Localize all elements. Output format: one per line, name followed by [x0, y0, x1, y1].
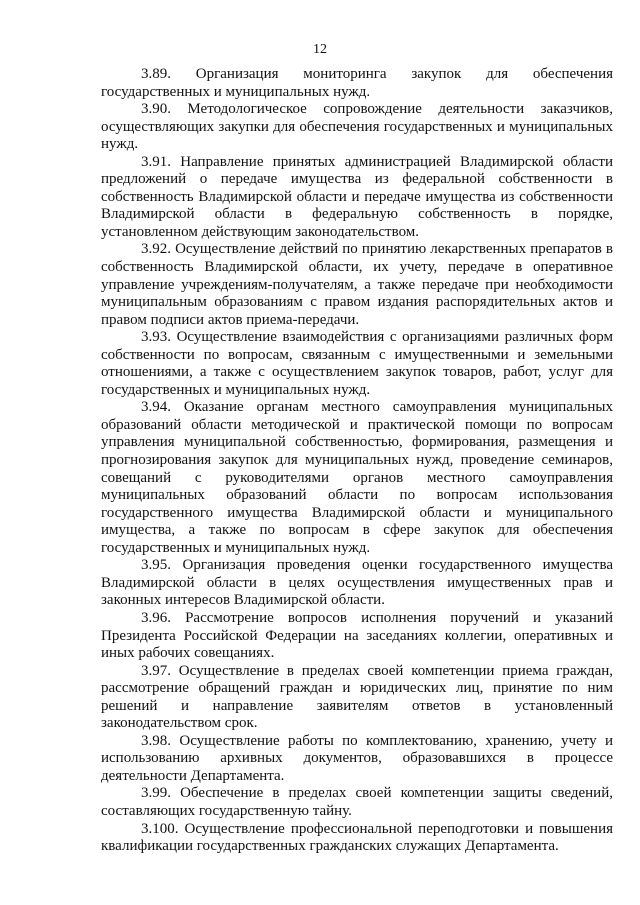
paragraph-3-90: 3.90. Методологическое сопровождение деятельности заказчиков, осуществляющих закупки для обеспечения государственных и муниципальных нужд. — [101, 101, 613, 153]
document-body — [101, 66, 613, 856]
paragraph-3-100: 3.100. Осуществление профессиональной переподготовки и повышения квалификации государственных гражданских служащих Департамента. — [101, 820, 613, 855]
paragraph-3-93: 3.93. Осуществление взаимодействия с организациями различных форм собственности по вопросам, связанным с имущественными и земельными отношениями, а также с осуществлением закупок товаров, работ, услуг для государственных и муниципальных нужд. — [101, 329, 613, 398]
paragraph-3-95: 3.95. Организация проведения оценки государственного имущества Владимирской области в целях осуществления имущественных прав и законных интересов Владимирской области. — [101, 557, 613, 609]
paragraph-3-98: 3.98. Осуществление работы по комплектованию, хранению, учету и использованию архивных документов, образовавшихся в процессе деятельности Департамента. — [101, 732, 613, 784]
paragraph-3-92: 3.92. Осуществление действий по принятию лекарственных препаратов в собственность Владимирской области, их учету, передаче в оперативное управление учреждениям-получателям, а также передаче при необходимости муниципальным образованиям с правом издания распорядительных актов и правом подписи актов приема-передачи. — [101, 241, 613, 328]
paragraph-3-99: 3.99. Обеспечение в пределах своей компетенции защиты сведений, составляющих государственную тайну. — [101, 785, 613, 819]
paragraph-3-96: 3.96. Рассмотрение вопросов исполнения поручений и указаний Президента Российской Федерации на заседаниях коллегии, оперативных и иных рабочих совещаниях. — [101, 609, 613, 662]
paragraph-3-91: 3.91. Направление принятых администрацией Владимирской области предложений о передаче имущества из федеральной собственности в собственность Владимирской области и передаче имущества из собственности Владимирской области в федеральную собственность в порядке, установленном действующим законодательством. — [101, 153, 613, 240]
page-number: 12 — [313, 42, 327, 57]
paragraph-3-97: 3.97. Осуществление в пределах своей компетенции приема граждан, рассмотрение обращений граждан и юридических лиц, принятие по ним решений и направление заявителям ответов в установленный законодательством срок. — [101, 662, 613, 732]
paragraph-3-89: 3.89. Организация мониторинга закупок для обеспечения государственных и муниципальных нужд. — [101, 66, 613, 100]
paragraph-3-94: 3.94. Оказание органам местного самоуправления муниципальных образований области методической и практической помощи по вопросам управления муниципальной собственностью, формирования, размещения и прогнозирования закупок для муниципальных нужд, проведение семинаров, совещаний с руководителями органов местного самоуправления муниципальных образований области по вопросам использования государственного имущества Владимирской области и муниципального имущества, а также по вопросам в сфере закупок для обеспечения государственных и муниципальных нужд. — [101, 399, 613, 556]
